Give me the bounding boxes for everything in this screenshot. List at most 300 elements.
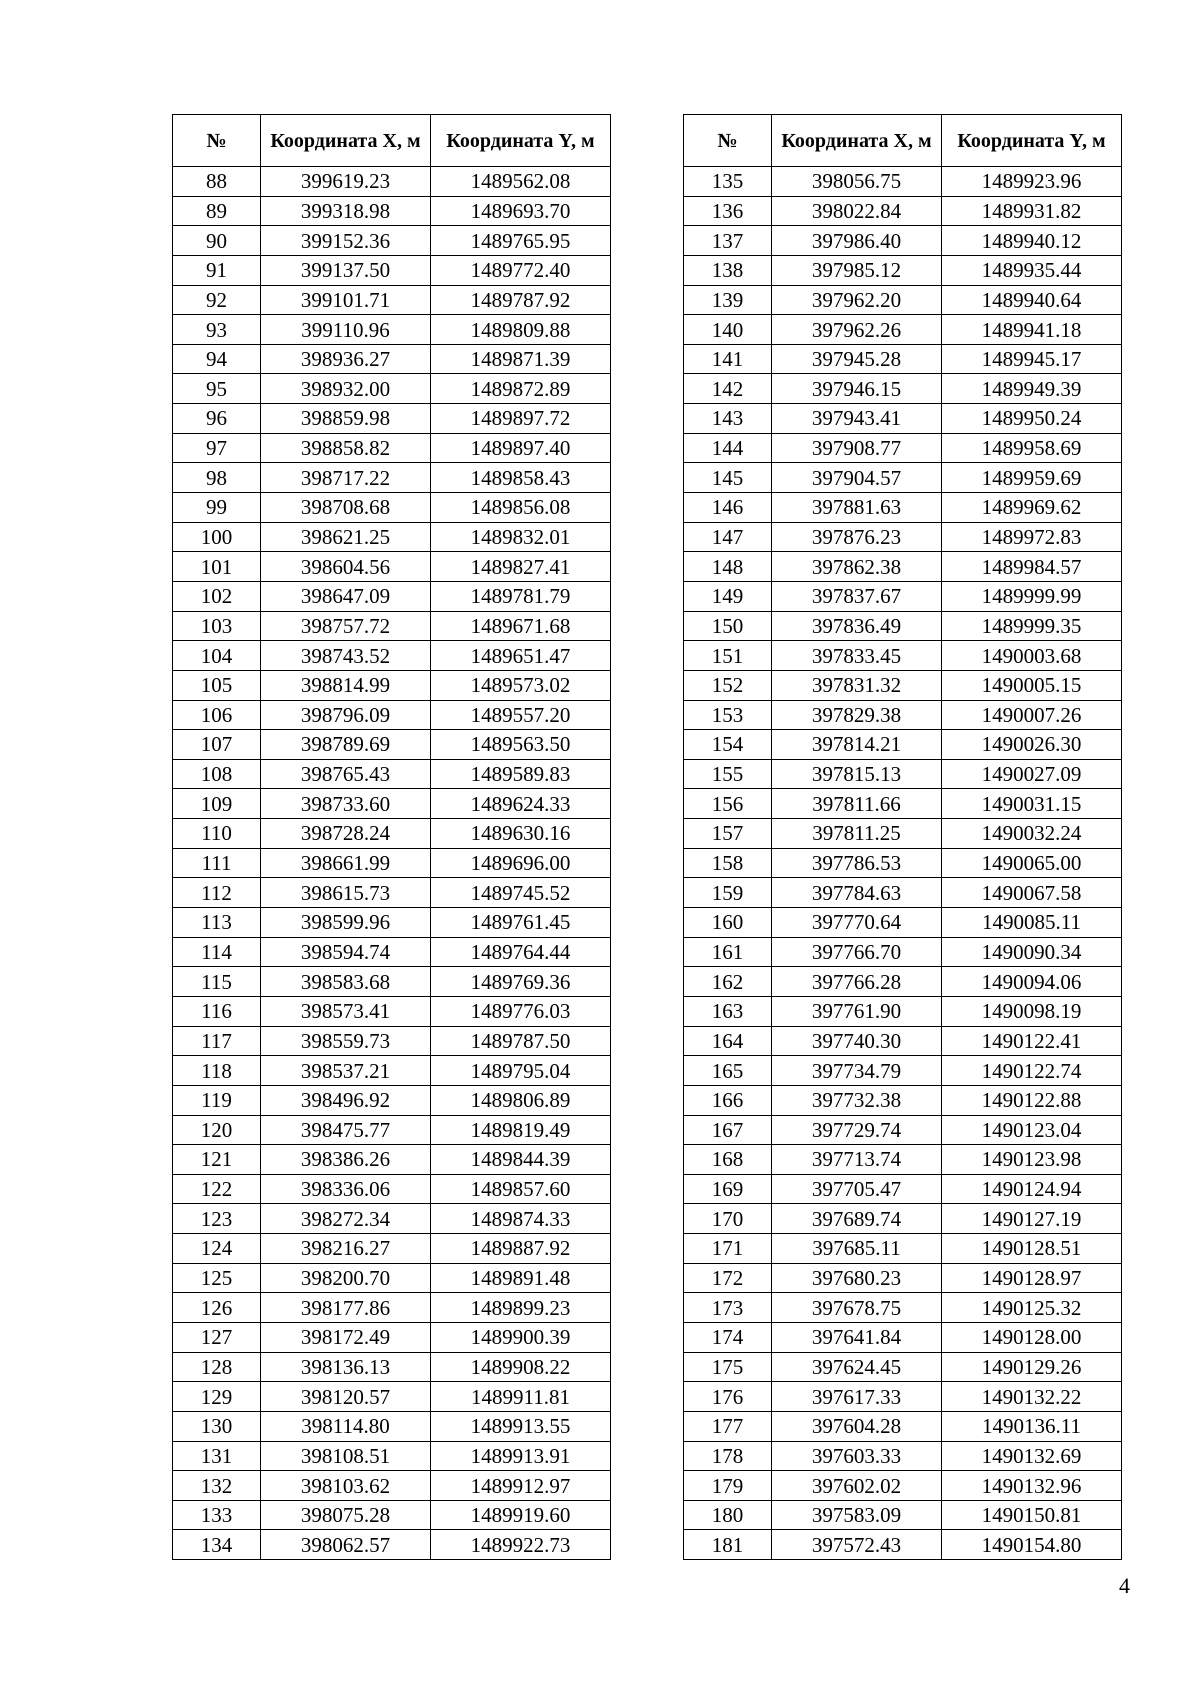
point-number-cell: 166 bbox=[684, 1085, 772, 1115]
table-row bbox=[173, 1322, 611, 1352]
coordinate-y-cell: 1489940.12 bbox=[942, 226, 1122, 256]
coordinate-x-cell: 397784.63 bbox=[772, 878, 942, 908]
point-number-cell: 119 bbox=[173, 1085, 261, 1115]
point-number-cell: 108 bbox=[173, 759, 261, 789]
point-number-cell: 154 bbox=[684, 730, 772, 760]
coordinate-y-cell: 1489972.83 bbox=[942, 522, 1122, 552]
point-number-cell: 117 bbox=[173, 1026, 261, 1056]
point-number-cell: 174 bbox=[684, 1322, 772, 1352]
point-number-cell: 138 bbox=[684, 255, 772, 285]
table-row bbox=[173, 641, 611, 671]
table-row bbox=[173, 433, 611, 463]
table-row bbox=[684, 937, 1122, 967]
header-coordinate-x: Координата X, м bbox=[261, 115, 431, 167]
table-row bbox=[684, 1471, 1122, 1501]
coordinate-x-cell: 397985.12 bbox=[772, 255, 942, 285]
point-number-cell: 124 bbox=[173, 1234, 261, 1264]
coordinate-x-cell: 398599.96 bbox=[261, 908, 431, 938]
point-number-cell: 120 bbox=[173, 1115, 261, 1145]
coordinate-y-cell: 1490094.06 bbox=[942, 967, 1122, 997]
coordinate-x-cell: 397766.28 bbox=[772, 967, 942, 997]
table-row bbox=[173, 1263, 611, 1293]
coordinate-x-cell: 398136.13 bbox=[261, 1352, 431, 1382]
header-number: № bbox=[684, 115, 772, 167]
point-number-cell: 128 bbox=[173, 1352, 261, 1382]
coordinate-y-cell: 1489908.22 bbox=[431, 1352, 611, 1382]
table-row bbox=[684, 196, 1122, 226]
table-row bbox=[684, 611, 1122, 641]
point-number-cell: 153 bbox=[684, 700, 772, 730]
point-number-cell: 133 bbox=[173, 1500, 261, 1530]
point-number-cell: 162 bbox=[684, 967, 772, 997]
coordinate-y-cell: 1490123.98 bbox=[942, 1145, 1122, 1175]
table-row bbox=[173, 404, 611, 434]
point-number-cell: 118 bbox=[173, 1056, 261, 1086]
coordinate-y-cell: 1490122.88 bbox=[942, 1085, 1122, 1115]
point-number-cell: 139 bbox=[684, 285, 772, 315]
coordinate-x-cell: 398537.21 bbox=[261, 1056, 431, 1086]
point-number-cell: 91 bbox=[173, 255, 261, 285]
coordinate-y-cell: 1489940.64 bbox=[942, 285, 1122, 315]
point-number-cell: 116 bbox=[173, 996, 261, 1026]
point-number-cell: 175 bbox=[684, 1352, 772, 1382]
point-number-cell: 148 bbox=[684, 552, 772, 582]
coordinate-x-cell: 398022.84 bbox=[772, 196, 942, 226]
table-row bbox=[173, 996, 611, 1026]
coordinate-x-cell: 398936.27 bbox=[261, 344, 431, 374]
table-header-row bbox=[173, 115, 611, 167]
coordinate-x-cell: 397833.45 bbox=[772, 641, 942, 671]
coordinate-y-cell: 1489887.92 bbox=[431, 1234, 611, 1264]
coordinate-x-cell: 397617.33 bbox=[772, 1382, 942, 1412]
coordinate-x-cell: 397908.77 bbox=[772, 433, 942, 463]
coordinate-y-cell: 1490150.81 bbox=[942, 1500, 1122, 1530]
header-coordinate-x: Координата X, м bbox=[772, 115, 942, 167]
coordinate-x-cell: 397831.32 bbox=[772, 670, 942, 700]
table-row bbox=[173, 255, 611, 285]
table-row bbox=[173, 1471, 611, 1501]
table-row bbox=[173, 1411, 611, 1441]
coordinate-x-cell: 398708.68 bbox=[261, 493, 431, 523]
coordinate-y-cell: 1490125.32 bbox=[942, 1293, 1122, 1323]
table-row bbox=[173, 1115, 611, 1145]
coordinate-y-cell: 1490136.11 bbox=[942, 1411, 1122, 1441]
point-number-cell: 132 bbox=[173, 1471, 261, 1501]
table-row bbox=[173, 1530, 611, 1560]
coordinate-y-cell: 1489562.08 bbox=[431, 167, 611, 197]
coordinate-x-cell: 398604.56 bbox=[261, 552, 431, 582]
table-row bbox=[173, 1352, 611, 1382]
coordinate-x-cell: 398583.68 bbox=[261, 967, 431, 997]
coordinate-y-cell: 1490123.04 bbox=[942, 1115, 1122, 1145]
coordinate-y-cell: 1489827.41 bbox=[431, 552, 611, 582]
coordinate-y-cell: 1490128.97 bbox=[942, 1263, 1122, 1293]
coordinate-x-cell: 397705.47 bbox=[772, 1174, 942, 1204]
coordinate-x-cell: 397713.74 bbox=[772, 1145, 942, 1175]
coordinate-x-cell: 397572.43 bbox=[772, 1530, 942, 1560]
coordinate-y-cell: 1489772.40 bbox=[431, 255, 611, 285]
table-row bbox=[684, 344, 1122, 374]
point-number-cell: 114 bbox=[173, 937, 261, 967]
table-row bbox=[684, 1352, 1122, 1382]
table-row bbox=[173, 581, 611, 611]
table-row bbox=[684, 1530, 1122, 1560]
table-row bbox=[173, 700, 611, 730]
coordinate-x-cell: 398496.92 bbox=[261, 1085, 431, 1115]
point-number-cell: 164 bbox=[684, 1026, 772, 1056]
coordinate-y-cell: 1489764.44 bbox=[431, 937, 611, 967]
table-row bbox=[173, 937, 611, 967]
coordinate-x-cell: 398386.26 bbox=[261, 1145, 431, 1175]
table-row bbox=[173, 226, 611, 256]
table-row bbox=[684, 1145, 1122, 1175]
coordinate-x-cell: 398743.52 bbox=[261, 641, 431, 671]
coordinate-x-cell: 397962.26 bbox=[772, 315, 942, 345]
coordinate-y-cell: 1489761.45 bbox=[431, 908, 611, 938]
coordinate-y-cell: 1489787.50 bbox=[431, 1026, 611, 1056]
table-row bbox=[684, 730, 1122, 760]
coordinate-x-cell: 398647.09 bbox=[261, 581, 431, 611]
coordinate-y-cell: 1490067.58 bbox=[942, 878, 1122, 908]
coordinate-y-cell: 1490005.15 bbox=[942, 670, 1122, 700]
table-row bbox=[173, 1145, 611, 1175]
table-row bbox=[173, 196, 611, 226]
point-number-cell: 105 bbox=[173, 670, 261, 700]
point-number-cell: 136 bbox=[684, 196, 772, 226]
coordinate-x-cell: 398728.24 bbox=[261, 819, 431, 849]
table-row bbox=[684, 493, 1122, 523]
point-number-cell: 100 bbox=[173, 522, 261, 552]
coordinate-x-cell: 398475.77 bbox=[261, 1115, 431, 1145]
table-row bbox=[684, 996, 1122, 1026]
table-row bbox=[684, 1500, 1122, 1530]
coordinate-x-cell: 397829.38 bbox=[772, 700, 942, 730]
point-number-cell: 127 bbox=[173, 1322, 261, 1352]
coordinate-x-cell: 398661.99 bbox=[261, 848, 431, 878]
point-number-cell: 147 bbox=[684, 522, 772, 552]
point-number-cell: 96 bbox=[173, 404, 261, 434]
coordinate-y-cell: 1490154.80 bbox=[942, 1530, 1122, 1560]
coordinate-y-cell: 1489945.17 bbox=[942, 344, 1122, 374]
coordinate-y-cell: 1489795.04 bbox=[431, 1056, 611, 1086]
coordinate-y-cell: 1489806.89 bbox=[431, 1085, 611, 1115]
point-number-cell: 167 bbox=[684, 1115, 772, 1145]
coordinate-y-cell: 1490065.00 bbox=[942, 848, 1122, 878]
coordinate-x-cell: 398200.70 bbox=[261, 1263, 431, 1293]
coordinate-y-cell: 1490129.26 bbox=[942, 1352, 1122, 1382]
table-row bbox=[684, 908, 1122, 938]
table-row bbox=[684, 1115, 1122, 1145]
coordinate-x-cell: 398172.49 bbox=[261, 1322, 431, 1352]
coordinate-x-cell: 399101.71 bbox=[261, 285, 431, 315]
coordinate-y-cell: 1490085.11 bbox=[942, 908, 1122, 938]
table-row bbox=[684, 581, 1122, 611]
coordinate-x-cell: 397962.20 bbox=[772, 285, 942, 315]
coordinate-y-cell: 1489935.44 bbox=[942, 255, 1122, 285]
coordinate-x-cell: 397689.74 bbox=[772, 1204, 942, 1234]
table-row bbox=[173, 848, 611, 878]
coordinate-y-cell: 1489912.97 bbox=[431, 1471, 611, 1501]
table-row bbox=[173, 374, 611, 404]
point-number-cell: 125 bbox=[173, 1263, 261, 1293]
table-row bbox=[173, 730, 611, 760]
coordinate-y-cell: 1489696.00 bbox=[431, 848, 611, 878]
coordinate-y-cell: 1490124.94 bbox=[942, 1174, 1122, 1204]
point-number-cell: 156 bbox=[684, 789, 772, 819]
coordinate-y-cell: 1490098.19 bbox=[942, 996, 1122, 1026]
coordinate-y-cell: 1489781.79 bbox=[431, 581, 611, 611]
table-row bbox=[173, 1204, 611, 1234]
point-number-cell: 157 bbox=[684, 819, 772, 849]
coordinate-y-cell: 1489832.01 bbox=[431, 522, 611, 552]
point-number-cell: 112 bbox=[173, 878, 261, 908]
coordinate-x-cell: 398103.62 bbox=[261, 1471, 431, 1501]
point-number-cell: 143 bbox=[684, 404, 772, 434]
table-row bbox=[684, 1441, 1122, 1471]
point-number-cell: 93 bbox=[173, 315, 261, 345]
table-row bbox=[173, 1174, 611, 1204]
coordinate-y-cell: 1490027.09 bbox=[942, 759, 1122, 789]
table-row bbox=[684, 433, 1122, 463]
coordinate-x-cell: 397945.28 bbox=[772, 344, 942, 374]
coordinate-x-cell: 398075.28 bbox=[261, 1500, 431, 1530]
coordinate-y-cell: 1489999.99 bbox=[942, 581, 1122, 611]
table-row bbox=[684, 374, 1122, 404]
table-row bbox=[684, 315, 1122, 345]
coordinate-y-cell: 1490007.26 bbox=[942, 700, 1122, 730]
point-number-cell: 169 bbox=[684, 1174, 772, 1204]
coordinate-x-cell: 398733.60 bbox=[261, 789, 431, 819]
coordinate-x-cell: 398717.22 bbox=[261, 463, 431, 493]
table-row bbox=[173, 759, 611, 789]
table-row bbox=[173, 1441, 611, 1471]
coordinate-y-cell: 1489874.33 bbox=[431, 1204, 611, 1234]
table-header-row bbox=[684, 115, 1122, 167]
table-row bbox=[684, 789, 1122, 819]
table-row bbox=[173, 315, 611, 345]
coordinate-x-cell: 399152.36 bbox=[261, 226, 431, 256]
coordinate-x-cell: 398615.73 bbox=[261, 878, 431, 908]
table-row bbox=[173, 878, 611, 908]
point-number-cell: 98 bbox=[173, 463, 261, 493]
coordinate-x-cell: 397761.90 bbox=[772, 996, 942, 1026]
coordinate-y-cell: 1489969.62 bbox=[942, 493, 1122, 523]
coordinate-y-cell: 1489919.60 bbox=[431, 1500, 611, 1530]
coordinate-x-cell: 398120.57 bbox=[261, 1382, 431, 1412]
table-row bbox=[684, 285, 1122, 315]
coordinate-y-cell: 1490026.30 bbox=[942, 730, 1122, 760]
table-row bbox=[173, 908, 611, 938]
coordinate-x-cell: 397732.38 bbox=[772, 1085, 942, 1115]
coordinate-y-cell: 1490132.96 bbox=[942, 1471, 1122, 1501]
point-number-cell: 140 bbox=[684, 315, 772, 345]
coordinate-x-cell: 398177.86 bbox=[261, 1293, 431, 1323]
point-number-cell: 178 bbox=[684, 1441, 772, 1471]
coordinate-y-cell: 1489624.33 bbox=[431, 789, 611, 819]
point-number-cell: 179 bbox=[684, 1471, 772, 1501]
table-row bbox=[173, 285, 611, 315]
point-number-cell: 152 bbox=[684, 670, 772, 700]
point-number-cell: 99 bbox=[173, 493, 261, 523]
coordinate-x-cell: 397943.41 bbox=[772, 404, 942, 434]
coordinate-x-cell: 398621.25 bbox=[261, 522, 431, 552]
point-number-cell: 180 bbox=[684, 1500, 772, 1530]
table-row bbox=[684, 878, 1122, 908]
coordinate-x-cell: 397881.63 bbox=[772, 493, 942, 523]
coordinate-y-cell: 1489573.02 bbox=[431, 670, 611, 700]
table-row bbox=[173, 344, 611, 374]
coordinate-x-cell: 398858.82 bbox=[261, 433, 431, 463]
coordinate-y-cell: 1489958.69 bbox=[942, 433, 1122, 463]
point-number-cell: 107 bbox=[173, 730, 261, 760]
coordinate-y-cell: 1489589.83 bbox=[431, 759, 611, 789]
coordinate-x-cell: 397836.49 bbox=[772, 611, 942, 641]
table-row bbox=[684, 641, 1122, 671]
coordinate-x-cell: 397641.84 bbox=[772, 1322, 942, 1352]
coordinate-x-cell: 398789.69 bbox=[261, 730, 431, 760]
point-number-cell: 135 bbox=[684, 167, 772, 197]
coordinate-x-cell: 397811.66 bbox=[772, 789, 942, 819]
coordinate-x-cell: 397583.09 bbox=[772, 1500, 942, 1530]
point-number-cell: 141 bbox=[684, 344, 772, 374]
table-body-left bbox=[173, 167, 611, 1560]
coordinate-y-cell: 1489941.18 bbox=[942, 315, 1122, 345]
coordinate-x-cell: 397729.74 bbox=[772, 1115, 942, 1145]
table-row bbox=[684, 552, 1122, 582]
point-number-cell: 113 bbox=[173, 908, 261, 938]
table-row bbox=[173, 1382, 611, 1412]
point-number-cell: 177 bbox=[684, 1411, 772, 1441]
coordinate-y-cell: 1490122.74 bbox=[942, 1056, 1122, 1086]
point-number-cell: 172 bbox=[684, 1263, 772, 1293]
coordinate-y-cell: 1489871.39 bbox=[431, 344, 611, 374]
table-row bbox=[684, 819, 1122, 849]
coordinate-x-cell: 397604.28 bbox=[772, 1411, 942, 1441]
point-number-cell: 155 bbox=[684, 759, 772, 789]
header-coordinate-y: Координата Y, м bbox=[942, 115, 1122, 167]
table-row bbox=[684, 1174, 1122, 1204]
point-number-cell: 144 bbox=[684, 433, 772, 463]
table-row bbox=[173, 463, 611, 493]
point-number-cell: 115 bbox=[173, 967, 261, 997]
point-number-cell: 146 bbox=[684, 493, 772, 523]
point-number-cell: 130 bbox=[173, 1411, 261, 1441]
coordinate-y-cell: 1489651.47 bbox=[431, 641, 611, 671]
table-row bbox=[684, 700, 1122, 730]
coordinate-x-cell: 398594.74 bbox=[261, 937, 431, 967]
coordinate-y-cell: 1489913.91 bbox=[431, 1441, 611, 1471]
coordinate-x-cell: 398108.51 bbox=[261, 1441, 431, 1471]
table-row bbox=[173, 670, 611, 700]
table-row bbox=[173, 167, 611, 197]
coordinate-x-cell: 397876.23 bbox=[772, 522, 942, 552]
coordinate-y-cell: 1489911.81 bbox=[431, 1382, 611, 1412]
coordinate-x-cell: 397814.21 bbox=[772, 730, 942, 760]
coordinate-x-cell: 397815.13 bbox=[772, 759, 942, 789]
table-row bbox=[684, 1234, 1122, 1264]
coordinate-y-cell: 1489931.82 bbox=[942, 196, 1122, 226]
point-number-cell: 88 bbox=[173, 167, 261, 197]
coordinate-y-cell: 1489563.50 bbox=[431, 730, 611, 760]
table-row bbox=[173, 493, 611, 523]
table-row bbox=[684, 226, 1122, 256]
coordinate-x-cell: 397678.75 bbox=[772, 1293, 942, 1323]
point-number-cell: 131 bbox=[173, 1441, 261, 1471]
coordinate-y-cell: 1489557.20 bbox=[431, 700, 611, 730]
coordinate-x-cell: 397624.45 bbox=[772, 1352, 942, 1382]
table-row bbox=[684, 1322, 1122, 1352]
coordinate-x-cell: 397770.64 bbox=[772, 908, 942, 938]
point-number-cell: 145 bbox=[684, 463, 772, 493]
coordinate-y-cell: 1489950.24 bbox=[942, 404, 1122, 434]
coordinate-y-cell: 1489900.39 bbox=[431, 1322, 611, 1352]
table-row bbox=[684, 1382, 1122, 1412]
table-row bbox=[173, 819, 611, 849]
coordinate-y-cell: 1489819.49 bbox=[431, 1115, 611, 1145]
table-row bbox=[684, 1411, 1122, 1441]
table-row bbox=[684, 1293, 1122, 1323]
point-number-cell: 94 bbox=[173, 344, 261, 374]
header-number: № bbox=[173, 115, 261, 167]
coordinate-y-cell: 1489630.16 bbox=[431, 819, 611, 849]
table-body-right bbox=[684, 167, 1122, 1560]
coordinates-table-right bbox=[683, 114, 1122, 1560]
point-number-cell: 159 bbox=[684, 878, 772, 908]
table-row bbox=[684, 1204, 1122, 1234]
coordinate-x-cell: 397946.15 bbox=[772, 374, 942, 404]
table-row bbox=[684, 1085, 1122, 1115]
table-row bbox=[684, 463, 1122, 493]
point-number-cell: 161 bbox=[684, 937, 772, 967]
point-number-cell: 110 bbox=[173, 819, 261, 849]
coordinate-y-cell: 1490031.15 bbox=[942, 789, 1122, 819]
point-number-cell: 126 bbox=[173, 1293, 261, 1323]
point-number-cell: 97 bbox=[173, 433, 261, 463]
table-row bbox=[684, 1026, 1122, 1056]
coordinate-x-cell: 398272.34 bbox=[261, 1204, 431, 1234]
coordinate-x-cell: 398114.80 bbox=[261, 1411, 431, 1441]
coordinate-x-cell: 399318.98 bbox=[261, 196, 431, 226]
coordinate-y-cell: 1490128.00 bbox=[942, 1322, 1122, 1352]
point-number-cell: 173 bbox=[684, 1293, 772, 1323]
point-number-cell: 137 bbox=[684, 226, 772, 256]
coordinate-y-cell: 1489897.72 bbox=[431, 404, 611, 434]
point-number-cell: 170 bbox=[684, 1204, 772, 1234]
table-row bbox=[173, 789, 611, 819]
point-number-cell: 151 bbox=[684, 641, 772, 671]
coordinate-y-cell: 1489844.39 bbox=[431, 1145, 611, 1175]
coordinate-x-cell: 397602.02 bbox=[772, 1471, 942, 1501]
coordinate-x-cell: 398056.75 bbox=[772, 167, 942, 197]
coordinate-y-cell: 1489856.08 bbox=[431, 493, 611, 523]
coordinate-x-cell: 397904.57 bbox=[772, 463, 942, 493]
coordinate-y-cell: 1489857.60 bbox=[431, 1174, 611, 1204]
coordinate-x-cell: 398757.72 bbox=[261, 611, 431, 641]
coordinate-y-cell: 1489922.73 bbox=[431, 1530, 611, 1560]
coordinate-x-cell: 397811.25 bbox=[772, 819, 942, 849]
coordinate-y-cell: 1489765.95 bbox=[431, 226, 611, 256]
table-row bbox=[684, 255, 1122, 285]
table-row bbox=[684, 670, 1122, 700]
table-row bbox=[173, 1056, 611, 1086]
point-number-cell: 109 bbox=[173, 789, 261, 819]
coordinate-x-cell: 398932.00 bbox=[261, 374, 431, 404]
coordinate-y-cell: 1489923.96 bbox=[942, 167, 1122, 197]
coordinate-x-cell: 397766.70 bbox=[772, 937, 942, 967]
point-number-cell: 89 bbox=[173, 196, 261, 226]
coordinate-x-cell: 397685.11 bbox=[772, 1234, 942, 1264]
table-row bbox=[684, 759, 1122, 789]
